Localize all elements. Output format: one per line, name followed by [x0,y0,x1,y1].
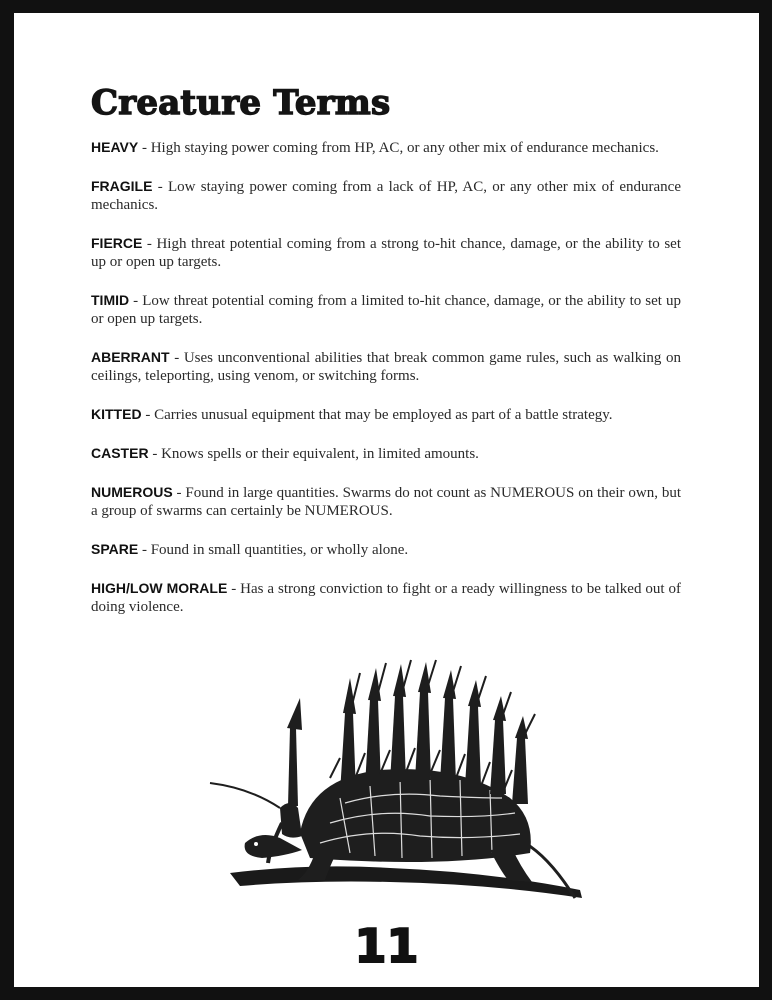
term-separator: - [142,236,157,252]
term-description: High staying power coming from HP, AC, or any other mix of endurance mechanics. [150,140,659,156]
term-caster [91,444,681,463]
term-description: Knows spells or their equivalent, in limited amounts. [161,446,479,462]
term-name: KITTED [91,406,142,422]
term-separator: - [169,350,184,366]
page-number: 11 [354,919,419,973]
tortoise-soldiers-illustration [190,658,585,923]
term-fragile [91,177,681,214]
term-description: Found in large quantities. Swarms do not count as NUMEROUS on their own, but a group of swarms can certainly be NUMEROUS. [91,485,681,519]
term-spare [91,540,681,559]
term-description: Low staying power coming from a lack of HP, AC, or any other mix of endurance mechanics. [91,179,681,213]
term-name: NUMEROUS [91,484,173,500]
term-description: High threat potential coming from a strong to-hit chance, damage, or the ability to set up or open up targets. [91,236,682,270]
term-separator: - [141,407,155,423]
term-separator: - [172,485,186,501]
term-name: CASTER [91,445,149,461]
term-name: SPARE [91,541,139,557]
term-name: ABERRANT [91,349,170,365]
term-description: Low threat potential coming from a limited to-hit chance, damage, or the ability to set up or open up targets. [91,293,681,327]
term-separator: - [129,293,143,309]
term-separator: - [227,581,241,597]
term-numerous [91,483,681,520]
term-separator: - [138,140,151,156]
term-separator: - [148,446,162,462]
term-heavy [91,138,681,157]
term-aberrant [91,348,681,385]
term-timid [91,291,681,328]
term-description: Carries unusual equipment that may be employed as part of a battle strategy. [154,407,613,423]
term-separator: - [152,179,168,195]
term-description: Uses unconventional abilities that break common game rules, such as walking on ceilings, teleporting, using venom, or switching forms. [91,350,681,384]
term-fierce [91,234,681,271]
term-separator: - [138,542,151,558]
term-name: TIMID [91,292,130,308]
page-title: Creature Terms [91,83,391,123]
terms-list [91,138,681,636]
term-name: HIGH/LOW MORALE [91,580,228,596]
term-description: Found in small quantities, or wholly alone. [150,542,409,558]
page [14,13,759,987]
term-name: FRAGILE [91,178,153,194]
term-name: HEAVY [91,139,139,155]
term-high-low-morale [91,579,681,616]
term-name: FIERCE [91,235,143,251]
term-description: Has a strong conviction to fight or a ready willingness to be talked out of doing violence. [91,581,681,615]
term-kitted [91,405,681,424]
